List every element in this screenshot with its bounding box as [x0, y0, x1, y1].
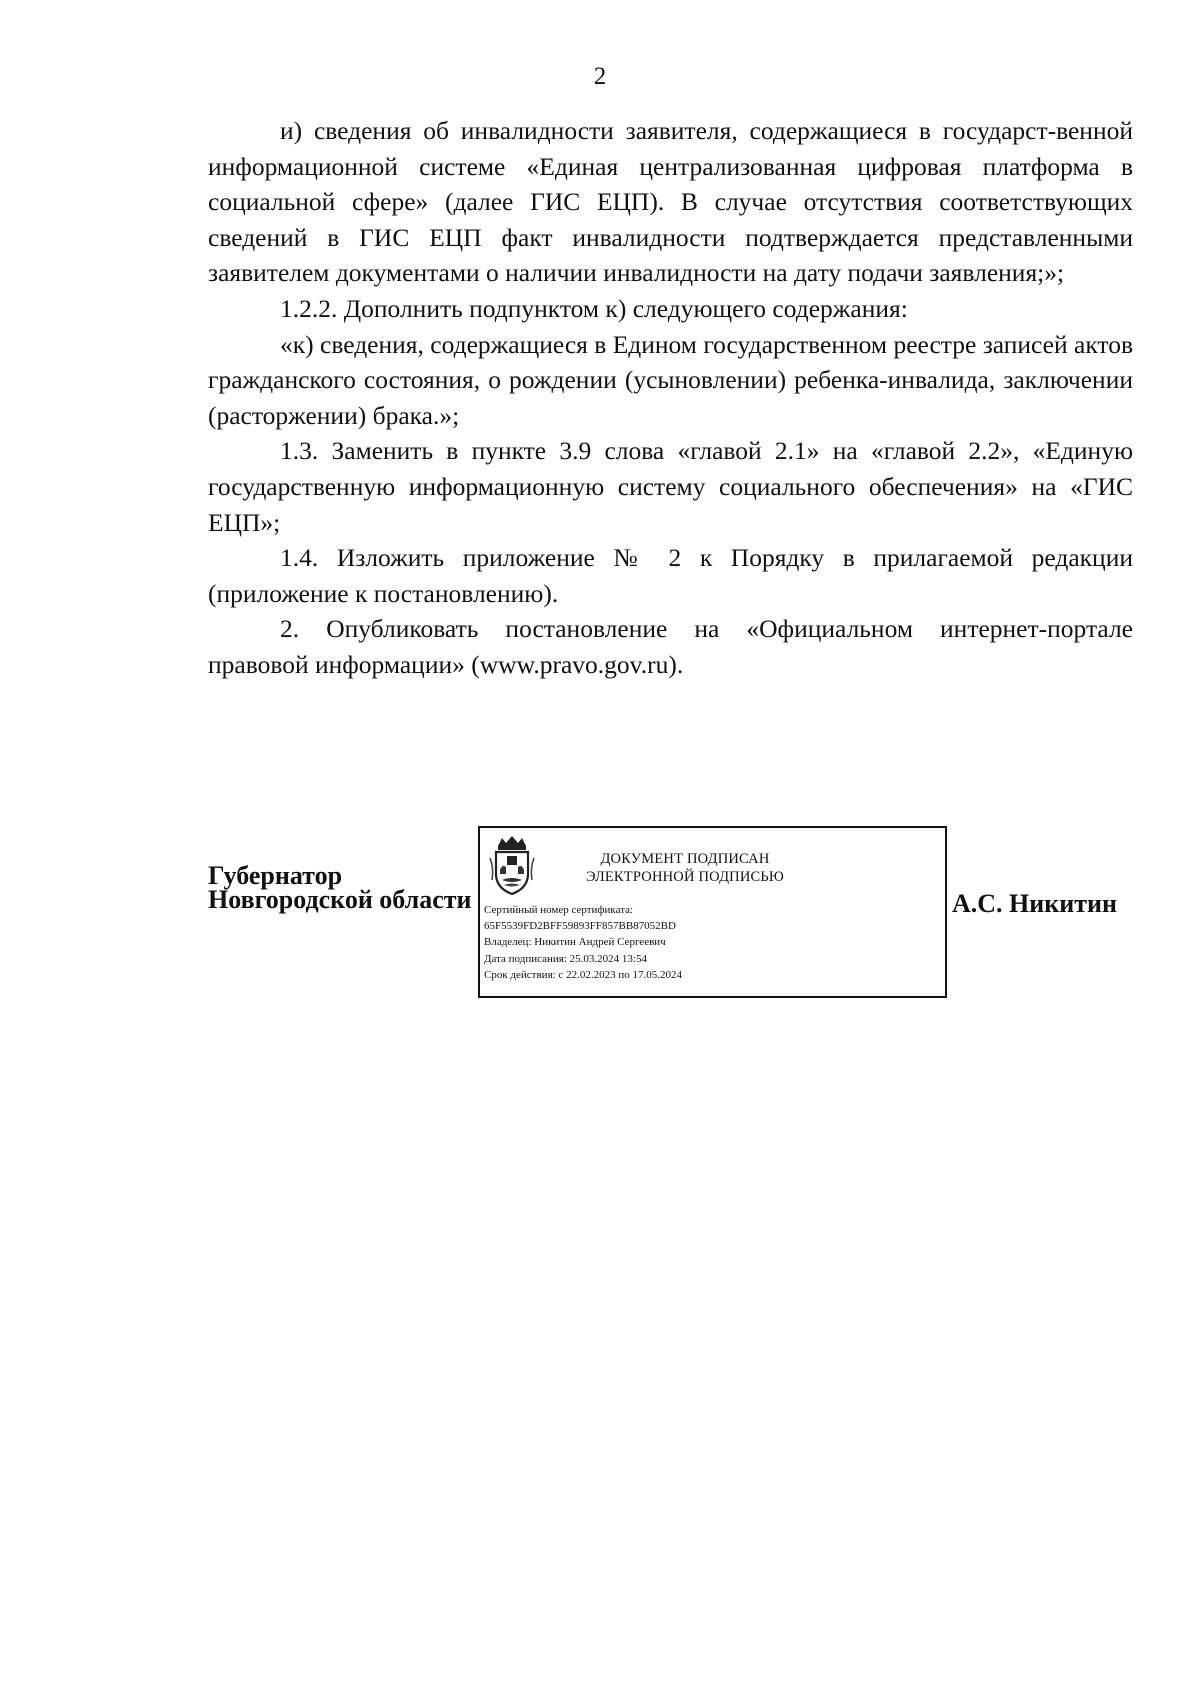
position-line-1: Губернатор [208, 861, 343, 890]
novgorod-coat-of-arms-icon [488, 834, 536, 896]
signatory-position [208, 861, 472, 914]
certificate-owner: Владелец: Никитин Андрей Сергеевич [484, 936, 666, 949]
electronic-signature-stamp [478, 826, 947, 998]
signing-date: Дата подписания: 25.03.2024 13:54 [484, 952, 647, 965]
paragraph-1-2-2: 1.2.2. Дополнить подпунктом к) следующего содержания: [280, 293, 908, 323]
paragraph-2: 2. Опубликовать постановление на «Официальном интернет-портале правовой информации» (www.pravo.gov.ru). [208, 614, 1133, 679]
esign-details [484, 902, 682, 983]
certificate-serial-label: Сертийный номер сертификата: [484, 904, 634, 916]
paragraph-item-i: и) сведения об инвалидности заявителя, содержащиеся в государст-венной информационной системе «Единая централизованная цифровая платформа в социальной сфере» (далее ГИС ЕЦП). В случае отсутствия соответствующих сведений в ГИС ЕЦП факт инвалидности подтверждается представленными заявителем документами о наличии инвалидности на дату подачи заявления;»; [208, 116, 1133, 288]
esign-title-line-1: ДОКУМЕНТ ПОДПИСАН [600, 851, 770, 867]
position-line-2: Новгородской области [208, 885, 472, 914]
esign-title [560, 850, 810, 886]
certificate-serial-number: 65F5539FD2BFF59893FF857BB87052BD [484, 920, 676, 933]
paragraph-1-4: 1.4. Изложить приложение № 2 к Порядку в прилагаемой редакции (приложение к постановлению). [208, 543, 1133, 608]
paragraph-item-k: «к) сведения, содержащиеся в Едином государственном реестре записей актов гражданского состояния, о рождении (усыновлении) ребенка-инвалида, заключении (расторжении) брака.»; [208, 329, 1133, 430]
paragraph-1-3: 1.3. Заменить в пункте 3.9 слова «главой 2.1» на «главой 2.2», «Единую государственную информационную систему социального обеспечения» на «ГИС ЕЦП»; [208, 436, 1133, 537]
esign-title-line-2: ЭЛЕКТРОННОЙ ПОДПИСЬЮ [585, 869, 785, 885]
document-body [208, 113, 1133, 683]
certificate-validity: Срок действия: с 22.02.2023 по 17.05.2024 [484, 968, 682, 981]
page-number: 2 [593, 63, 607, 90]
signatory-name: А.С. Никитин [952, 889, 1117, 918]
